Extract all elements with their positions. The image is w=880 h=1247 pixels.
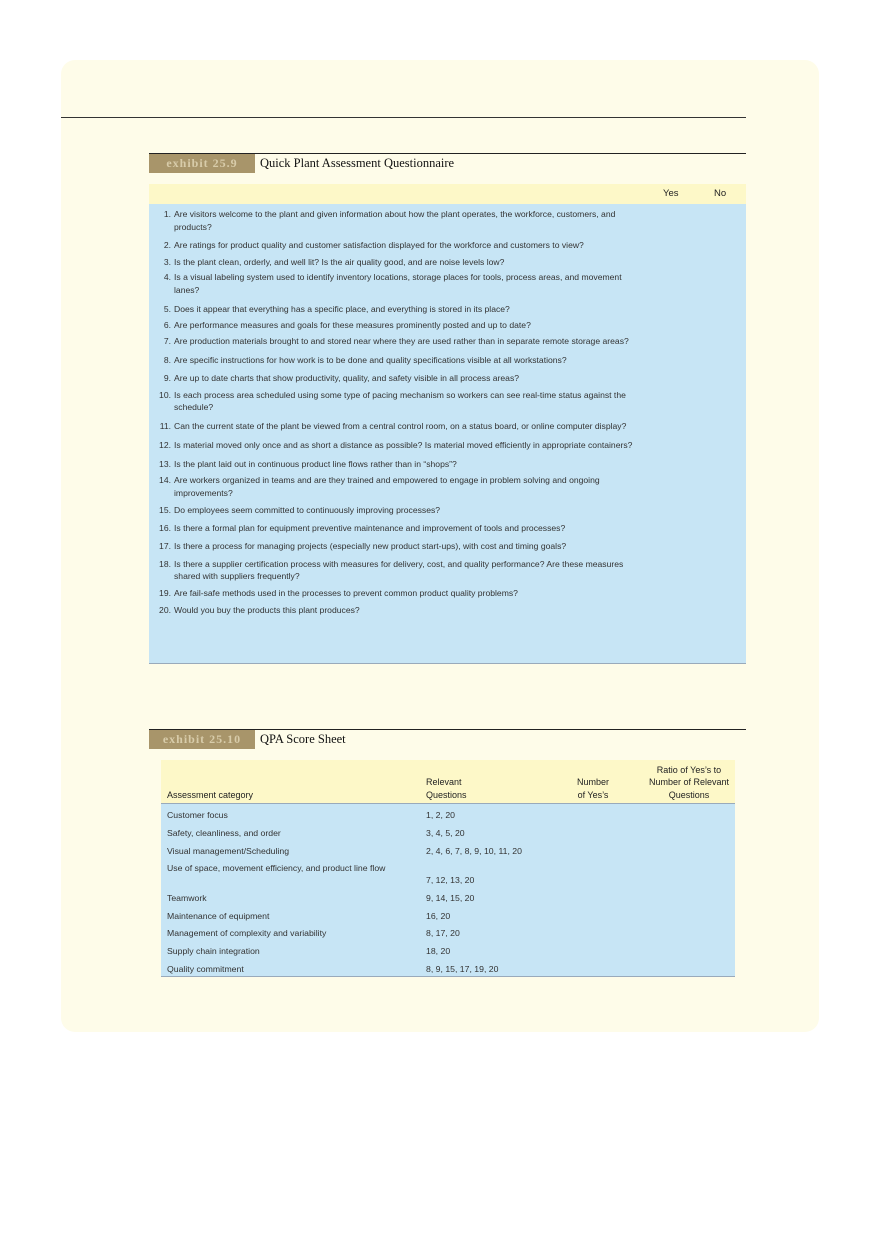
question-number: 16. [159,523,171,534]
assessment-category-cell: Quality commitment [167,964,244,974]
question-text: Are workers organized in teams and are they trained and empowered to engage in problem solving and ongoing improvements? [174,475,600,498]
relevant-questions-cell: 9, 14, 15, 20 [426,893,475,903]
category-column-header [167,789,253,802]
relevant-questions-cell: 18, 20 [426,946,451,956]
question-item [149,439,649,452]
question-item [149,239,649,252]
question-text: Is each process area scheduled using some type of pacing mechanism so workers can see real-time status against the schedule? [174,389,626,413]
question-text: Are performance measures and goals for these measures prominently posted and up to date? [174,319,531,330]
question-item [149,540,649,553]
yes-column-header: Yes [663,188,679,199]
question-item [149,604,649,617]
question-item [149,271,649,296]
question-item [149,587,649,600]
score-sheet-body [161,803,735,977]
exhibit-title: Quick Plant Assessment Questionnaire [260,156,455,170]
question-text: Are visitors welcome to the plant and given information about how the plant operates, the workforce, customers, and products? [174,209,616,232]
question-item [149,504,649,517]
assessment-category-cell: Use of space, movement efficiency, and product line flow [167,863,386,873]
questionnaire-body [149,204,746,664]
question-text: Are specific instructions for how work is to be done and quality specifications visible at all workstations? [174,355,567,366]
exhibit-title: QPA Score Sheet [260,732,346,746]
relevant-questions-cell: 8, 9, 15, 17, 19, 20 [426,964,499,974]
question-item [149,372,649,385]
question-text: Is there a supplier certification process with measures for delivery, cost, and quality performance? Are these measures shared with suppliers frequently? [174,558,624,582]
yes-count-column-header [573,776,613,801]
question-number: 3. [163,256,171,267]
question-item [149,256,649,269]
relevant-questions-cell: 8, 17, 20 [426,928,460,938]
exhibit-tag: exhibit 25.9 [149,154,255,173]
question-item [149,474,649,499]
top-rule [61,117,746,118]
question-text: Are ratings for product quality and customer satisfaction displayed for the workforce and customers to view? [174,239,584,250]
relevant-questions-cell: 1, 2, 20 [426,810,455,820]
relevant-questions-cell: 16, 20 [426,911,451,921]
assessment-category-cell: Management of complexity and variability [167,928,327,938]
ratio-header-line3: Questions [668,789,710,800]
questions-header-line2: Questions [426,789,467,800]
question-number: 5. [163,303,171,314]
question-text: Is a visual labeling system used to identify inventory locations, storage places for tools, process areas, and movement lanes? [174,272,622,295]
ratio-header-line2: Number of Relevant [648,777,730,787]
ratio-header-line1: Ratio of Yes’s to [656,764,722,775]
question-number: 2. [163,239,171,250]
question-number: 13. [159,458,171,469]
assessment-category-cell: Visual management/Scheduling [167,846,290,856]
question-item [149,389,649,414]
question-item [149,303,649,316]
question-number: 14. [159,475,171,486]
category-header-text: Assessment category [167,789,254,800]
question-item [149,558,649,583]
question-number: 18. [159,558,171,569]
assessment-category-cell: Maintenance of equipment [167,911,270,921]
question-text: Would you buy the products this plant produces? [174,605,360,616]
no-column-header: No [714,188,727,199]
question-text: Is the plant clean, orderly, and well lit? Is the air quality good, and are noise levels low? [174,256,505,267]
questions-header-line1: Relevant [426,777,462,787]
relevant-questions-cell: 7, 12, 13, 20 [426,875,475,885]
question-text: Is material moved only once and as short a distance as possible? Is material moved efficiently in appropriate containers? [174,439,633,450]
question-item [149,319,649,332]
question-item [149,335,649,348]
question-text: Are production materials brought to and stored near where they are used rather than in separate remote storage areas? [174,336,629,347]
score-sheet-header [161,760,735,803]
question-number: 17. [159,541,171,552]
question-item [149,208,649,233]
question-text: Are fail-safe methods used in the processes to prevent common product quality problems? [174,588,518,599]
relevant-questions-cell: 3, 4, 5, 20 [426,828,465,838]
exhibit-25-9-header [149,153,746,173]
question-text: Does it appear that everything has a specific place, and everything is stored in its place? [174,303,510,314]
relevant-questions-cell: 2, 4, 6, 7, 8, 9, 10, 11, 20 [426,846,522,856]
question-number: 19. [159,588,171,599]
question-text: Are up to date charts that show productivity, quality, and safety visible in all process areas? [174,372,520,383]
question-number: 1. [163,209,171,219]
question-number: 9. [163,372,171,383]
question-text: Can the current state of the plant be viewed from a central control room, on a status board, or online computer display? [174,421,627,432]
questionnaire-header [149,184,746,204]
question-item [149,420,649,433]
question-list [149,208,649,617]
question-number: 15. [159,505,171,516]
question-text: Is the plant laid out in continuous product line flows rather than in “shops”? [174,458,457,469]
question-text: Do employees seem committed to continuously improving processes? [174,505,441,516]
assessment-category-cell: Safety, cleanliness, and order [167,828,281,838]
exhibit-tag: exhibit 25.10 [149,730,255,749]
assessment-category-cell: Supply chain integration [167,946,260,956]
question-item [149,522,649,535]
question-number: 6. [163,319,171,330]
question-text: Is there a process for managing projects (especially new product start-ups), with cost and timing goals? [174,541,567,552]
exhibit-25-10-header [149,729,746,749]
question-number: 8. [163,355,171,366]
question-number: 12. [159,439,171,450]
yes-count-header-line2: of Yes’s [577,789,609,800]
questions-column-header [426,776,467,801]
question-text: Is there a formal plan for equipment preventive maintenance and improvement of tools and processes? [174,523,566,534]
question-item [149,354,649,367]
assessment-category-cell: Customer focus [167,810,228,820]
ratio-column-header [643,764,735,802]
yes-count-header-line1: Number [576,777,609,787]
assessment-category-cell: Teamwork [167,893,207,903]
question-number: 4. [163,272,171,283]
question-item [149,458,649,471]
question-number: 20. [159,605,171,616]
question-number: 10. [159,389,171,400]
question-number: 7. [163,336,171,347]
question-number: 11. [159,421,171,432]
